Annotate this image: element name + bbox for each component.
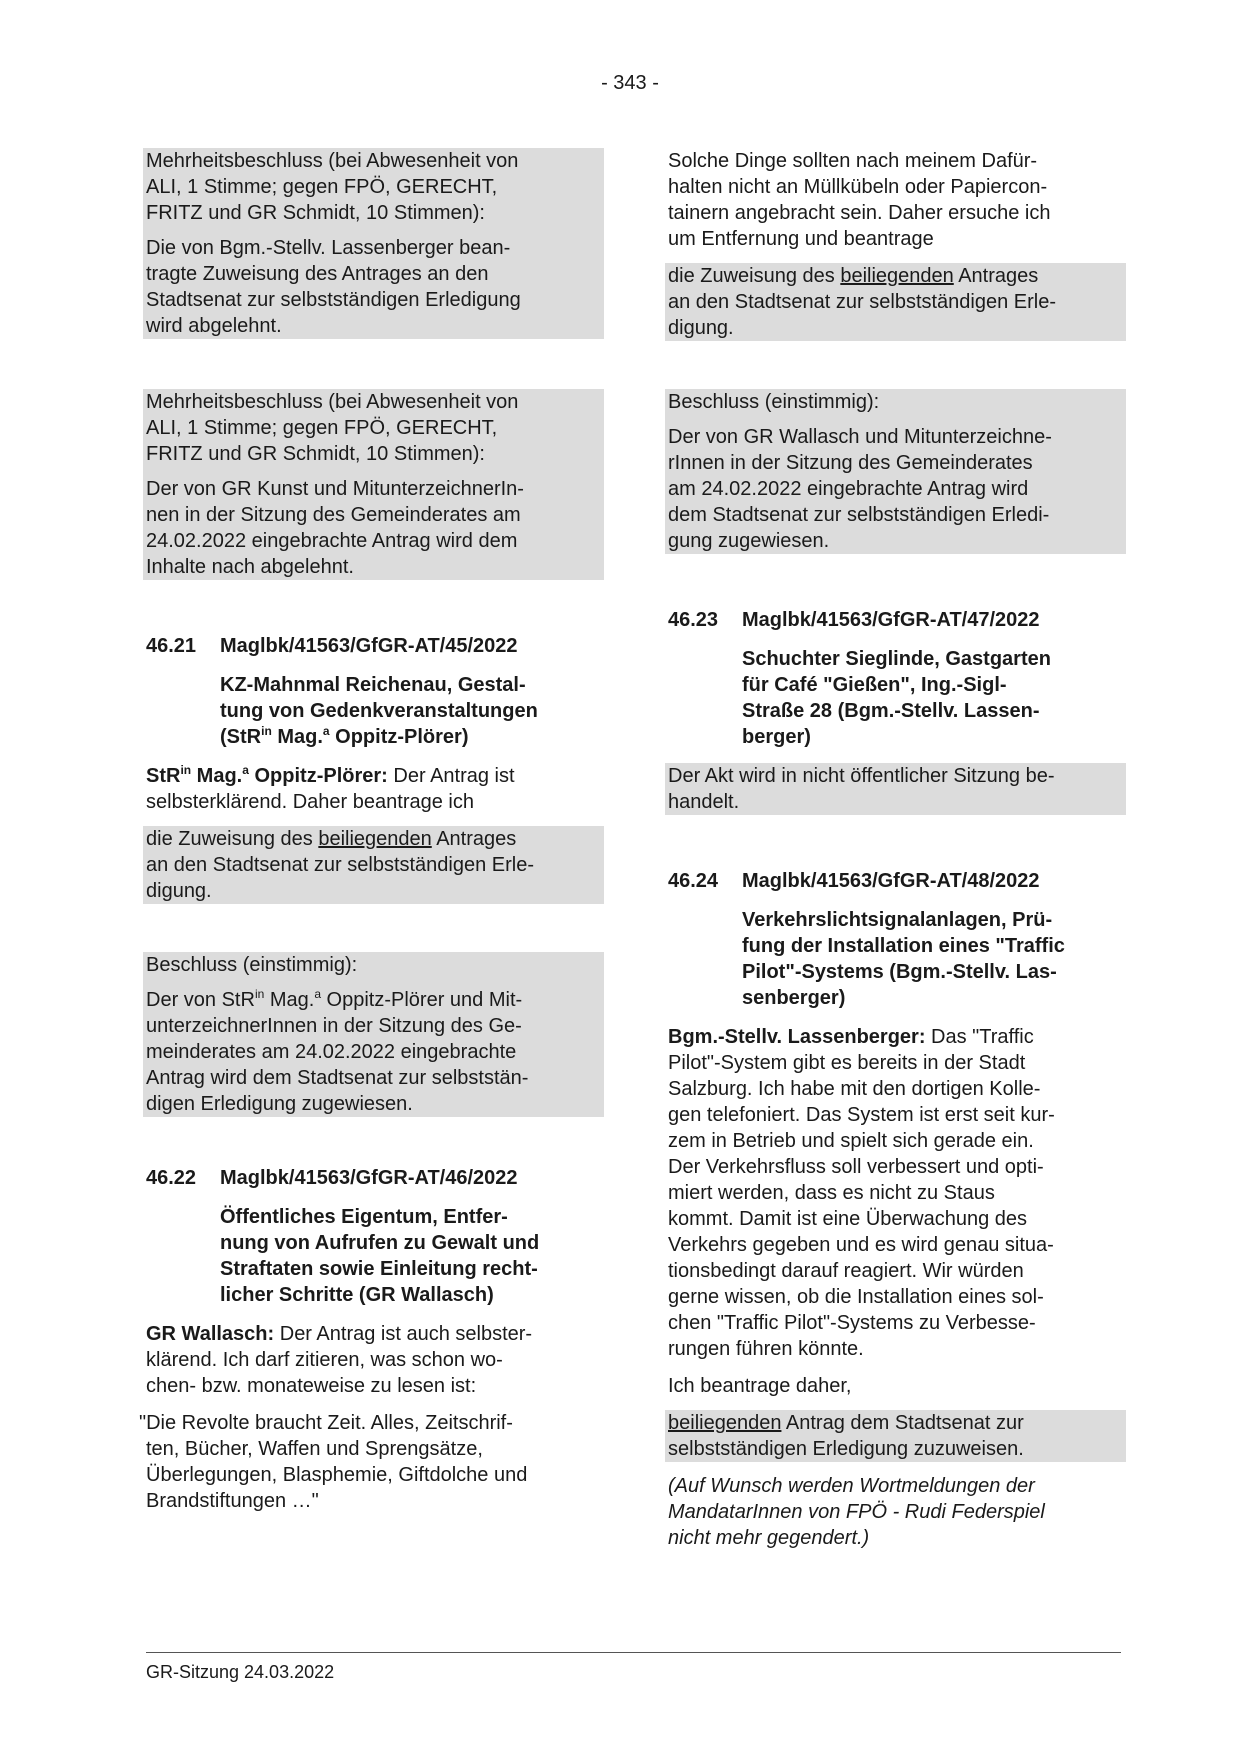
title-line: Öffentliches Eigentum, Entfer- — [220, 1206, 508, 1228]
text-line: Der von GR Wallasch und Mitunterzeichne- — [668, 426, 1052, 448]
text-line: Antrages — [431, 828, 517, 850]
resolution-block — [665, 389, 1126, 554]
text-line: nicht mehr gegendert.) — [668, 1527, 870, 1549]
underlined-text: beiliegenden — [840, 265, 954, 287]
text-line: FRITZ und GR Schmidt, 10 Stimmen): — [146, 443, 485, 465]
title-line: tung von Gedenkveranstaltungen — [220, 700, 538, 722]
text-line: gung zugewiesen. — [668, 530, 830, 552]
superscript: a — [322, 724, 330, 738]
section-title — [220, 672, 601, 750]
speech-paragraph — [146, 763, 601, 815]
text-line: digung. — [668, 317, 734, 339]
title-line: fung der Installation eines "Traffic — [742, 935, 1065, 957]
title-line: Pilot"-Systems (Bgm.-Stellv. Las- — [742, 961, 1057, 983]
text-line: Antrag wird dem Stadtsenat zur selbststän- — [146, 1067, 529, 1089]
title-line: Straße 28 (Bgm.-Stellv. Lassen- — [742, 700, 1040, 722]
text-line: (Auf Wunsch werden Wortmeldungen der — [668, 1475, 1035, 1497]
text-line: Mag. — [264, 989, 315, 1011]
quote-paragraph — [139, 1410, 601, 1514]
title-line: berger) — [742, 726, 811, 748]
text-line: Mehrheitsbeschluss (bei Abwesenheit von — [146, 391, 519, 413]
text-line: Verkehrs gegeben und es wird genau situa- — [668, 1234, 1054, 1256]
speech-paragraph — [668, 1024, 1123, 1362]
text-line: Mehrheitsbeschluss (bei Abwesenheit von — [146, 150, 519, 172]
text-line: halten nicht an Müllkübeln oder Papiercon- — [668, 176, 1048, 198]
section-title — [220, 1204, 601, 1308]
text-line: Der von StR — [146, 989, 255, 1011]
title-line: Oppitz-Plörer) — [329, 726, 469, 748]
speech-paragraph — [146, 1321, 601, 1399]
title-line: für Café "Gießen", Ing.-Sigl- — [742, 674, 1007, 696]
text-line: Die von Bgm.-Stellv. Lassenberger bean- — [146, 237, 511, 259]
notice-block — [665, 763, 1126, 815]
text-line: Ich beantrage daher, — [668, 1375, 852, 1397]
text-line: Oppitz-Plörer und Mit- — [321, 989, 523, 1011]
text-line: Antrages — [953, 265, 1039, 287]
right-column — [668, 148, 1123, 1551]
resolution-block — [143, 148, 604, 339]
text-line: Der Antrag ist — [387, 765, 515, 787]
title-line: senberger) — [742, 987, 846, 1009]
text-line: tainern angebracht sein. Daher ersuche ich — [668, 202, 1051, 224]
section-heading-46-24 — [668, 868, 1123, 894]
text-line: Pilot"-System gibt es bereits in der Stadt — [668, 1052, 1026, 1074]
text-line: meinderates am 24.02.2022 eingebrachte — [146, 1041, 517, 1063]
text-line: tragte Zuweisung des Antrages an den — [146, 263, 489, 285]
text-line: miert werden, dass es nicht zu Staus — [668, 1182, 995, 1204]
motion-block — [665, 263, 1126, 341]
text-line: Stadtsenat zur selbstständigen Erledigung — [146, 289, 521, 311]
text-line: Der Akt wird in nicht öffentlicher Sitzung be- — [668, 765, 1055, 787]
title-line: licher Schritte (GR Wallasch) — [220, 1284, 494, 1306]
text-line: selbsterklärend. Daher beantrage ich — [146, 791, 474, 813]
section-number: 46.21 — [146, 635, 197, 657]
section-heading-46-23 — [668, 607, 1123, 633]
text-line: ALI, 1 Stimme; gegen FPÖ, GERECHT, — [146, 417, 498, 439]
text-line: chen "Traffic Pilot"-Systems zu Verbesse- — [668, 1312, 1036, 1334]
text-line: "Die Revolte braucht Zeit. Alles, Zeitschrif- — [139, 1412, 513, 1434]
resolution-block — [143, 952, 604, 1117]
text-line: digen Erledigung zugewiesen. — [146, 1093, 413, 1115]
text-line: ALI, 1 Stimme; gegen FPÖ, GERECHT, — [146, 176, 498, 198]
footer-text: GR-Sitzung 24.03.2022 — [146, 1662, 335, 1682]
text-line: um Entfernung und beantrage — [668, 228, 934, 250]
text-line: die Zuweisung des — [668, 265, 841, 287]
footer-divider — [146, 1652, 1121, 1653]
editorial-note — [668, 1473, 1123, 1551]
text-line: Das "Traffic — [925, 1026, 1034, 1048]
text-line: die Zuweisung des — [146, 828, 319, 850]
text-line: gen telefoniert. Das System ist erst seit kur- — [668, 1104, 1055, 1126]
text-line: zem in Betrieb und spielt sich gerade ein. — [668, 1130, 1034, 1152]
text-line: Beschluss (einstimmig): — [668, 391, 880, 413]
text-line: nen in der Sitzung des Gemeinderates am — [146, 504, 521, 526]
text-line: ten, Bücher, Waffen und Sprengsätze, — [146, 1438, 483, 1460]
text-line: gerne wissen, ob die Installation eines sol- — [668, 1286, 1044, 1308]
underlined-text: beiliegenden — [318, 828, 432, 850]
text-line: klärend. Ich darf zitieren, was schon wo- — [146, 1349, 503, 1371]
text-line: handelt. — [668, 791, 740, 813]
resolution-block — [143, 389, 604, 580]
text-line: MandatarInnen von FPÖ - Rudi Federspiel — [668, 1501, 1045, 1523]
text-line: kommt. Damit ist eine Überwachung des — [668, 1208, 1028, 1230]
speaker-name: Bgm.-Stellv. Lassenberger: — [668, 1026, 926, 1048]
text-line: wird abgelehnt. — [146, 315, 282, 337]
section-title — [742, 907, 1123, 1011]
section-title — [742, 646, 1123, 750]
title-line: Straftaten sowie Einleitung recht- — [220, 1258, 538, 1280]
text-line: Der Verkehrsfluss soll verbessert und opti- — [668, 1156, 1044, 1178]
text-line: am 24.02.2022 eingebrachte Antrag wird — [668, 478, 1029, 500]
speaker-name: StR$^{in}$ Mag.$^a$ Oppitz-Plörer: — [146, 763, 388, 787]
section-number: 46.24 — [668, 870, 719, 892]
section-number: 46.23 — [668, 609, 719, 631]
superscript: in — [254, 987, 265, 1001]
title-line: KZ-Mahnmal Reichenau, Gestal- — [220, 674, 526, 696]
section-reference: Maglbk/41563/GfGR-AT/48/2022 — [742, 870, 1040, 892]
section-reference: Maglbk/41563/GfGR-AT/45/2022 — [220, 635, 518, 657]
text-line: dem Stadtsenat zur selbstständigen Erledi- — [668, 504, 1050, 526]
title-line: Verkehrslichtsignalanlagen, Prü- — [742, 909, 1053, 931]
text-line: tionsbedingt darauf reagiert. Wir würden — [668, 1260, 1024, 1282]
superscript: in — [261, 724, 272, 738]
speaker-name: GR Wallasch: — [146, 1323, 275, 1345]
text-line: unterzeichnerInnen in der Sitzung des Ge- — [146, 1015, 522, 1037]
text-line: 24.02.2022 eingebrachte Antrag wird dem — [146, 530, 518, 552]
text-line: Salzburg. Ich habe mit den dortigen Kolle- — [668, 1078, 1041, 1100]
page-number: - 343 - — [601, 72, 659, 94]
title-line: Mag. — [271, 726, 323, 748]
text-line: Überlegungen, Blasphemie, Giftdolche und — [146, 1464, 528, 1486]
text-line: digung. — [146, 880, 212, 902]
text-line: Antrag dem Stadtsenat zur — [781, 1412, 1024, 1434]
text-line: rInnen in der Sitzung des Gemeinderates — [668, 452, 1033, 474]
motion-block — [143, 826, 604, 904]
text-line: selbstständigen Erledigung zuzuweisen. — [668, 1438, 1024, 1460]
motion-block — [665, 1410, 1126, 1462]
section-reference: Maglbk/41563/GfGR-AT/47/2022 — [742, 609, 1040, 631]
section-heading-46-21 — [146, 633, 601, 659]
text-line: Der von GR Kunst und MitunterzeichnerIn- — [146, 478, 524, 500]
text-line: FRITZ und GR Schmidt, 10 Stimmen): — [146, 202, 485, 224]
text-line: rungen führen könnte. — [668, 1338, 864, 1360]
title-line: (StR — [220, 726, 262, 748]
section-heading-46-22 — [146, 1165, 601, 1191]
text-line: an den Stadtsenat zur selbstständigen Erle- — [668, 291, 1057, 313]
title-line: Schuchter Sieglinde, Gastgarten — [742, 648, 1051, 670]
superscript: a — [314, 987, 321, 1001]
text-line: Brandstiftungen …" — [146, 1490, 319, 1512]
speech-paragraph — [668, 148, 1123, 252]
text-line: chen- bzw. monateweise zu lesen ist: — [146, 1375, 477, 1397]
section-reference: Maglbk/41563/GfGR-AT/46/2022 — [220, 1167, 518, 1189]
text-line: Der Antrag ist auch selbster- — [274, 1323, 533, 1345]
text-paragraph — [668, 1373, 1123, 1399]
text-line: Beschluss (einstimmig): — [146, 954, 358, 976]
title-line: nung von Aufrufen zu Gewalt und — [220, 1232, 540, 1254]
left-column — [139, 148, 601, 1514]
text-line: an den Stadtsenat zur selbstständigen Erle- — [146, 854, 535, 876]
underlined-text: beiliegenden — [668, 1412, 782, 1434]
section-number: 46.22 — [146, 1167, 197, 1189]
text-line: Solche Dinge sollten nach meinem Dafür- — [668, 150, 1038, 172]
text-line: Inhalte nach abgelehnt. — [146, 556, 354, 578]
